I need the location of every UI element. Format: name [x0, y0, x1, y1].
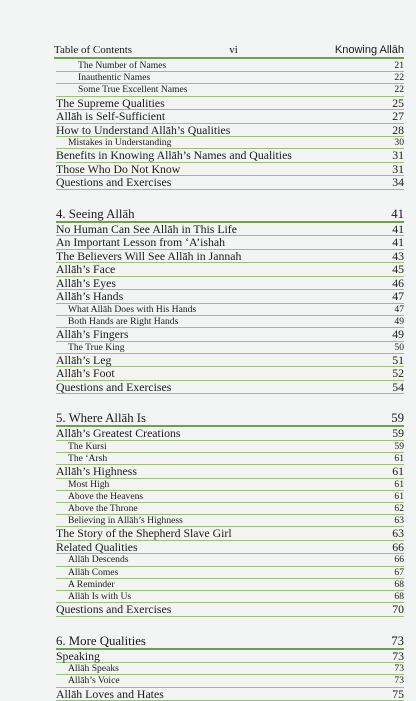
toc-entry: [56, 176, 404, 190]
toc-entry: [56, 277, 404, 291]
table-of-contents: [56, 60, 404, 701]
toc-entry-page: 61: [394, 490, 404, 502]
toc-entry-page: 34: [392, 175, 404, 190]
toc-entry: [56, 675, 404, 687]
toc-entry-title: 4. Seeing Allāh: [56, 206, 135, 221]
toc-entry-title: The ‘Arsh: [68, 453, 108, 464]
toc-entry-page: 50: [394, 341, 404, 353]
toc-entry-page: 66: [392, 539, 404, 554]
toc-entry: [56, 441, 404, 453]
toc-entry: [56, 541, 404, 555]
toc-entry-page: 49: [392, 327, 404, 342]
toc-entry-title: Believing in Allāh’s Highness: [68, 515, 183, 527]
toc-entry-page: 41: [392, 221, 404, 236]
toc-entry-title: Allāh’s Eyes: [56, 275, 116, 290]
toc-entry: [56, 223, 404, 237]
toc-entry-title: The Believers Will See Allāh in Jannah: [56, 248, 242, 263]
chapter-heading: [56, 411, 404, 427]
toc-entry-page: 41: [391, 206, 404, 221]
toc-entry-title: Allāh’s Highness: [56, 464, 137, 479]
toc-entry: [56, 465, 404, 479]
toc-entry: [56, 149, 404, 163]
toc-entry-title: Speaking: [56, 648, 100, 663]
toc-entry-title: Related Qualities: [56, 539, 138, 554]
toc-entry: [56, 342, 404, 354]
toc-entry: [56, 567, 404, 579]
toc-entry-title: Allāh’s Face: [56, 262, 116, 277]
toc-entry-page: 68: [394, 578, 404, 590]
toc-entry: [56, 650, 404, 664]
toc-entry-page: 25: [392, 95, 404, 110]
toc-entry: [56, 110, 404, 124]
toc-entry: [56, 688, 404, 701]
toc-entry-title: Allāh’s Fingers: [56, 327, 129, 342]
toc-entry-title: Above the Throne: [68, 503, 138, 515]
toc-entry-title: What Allāh Does with His Hands: [68, 303, 197, 315]
toc-entry-page: 68: [394, 591, 404, 602]
toc-entry: [56, 124, 404, 138]
toc-entry-title: No Human Can See Allāh in This Life: [56, 221, 237, 236]
toc-entry-title: Some True Excellent Names: [78, 84, 188, 96]
toc-entry-page: 28: [392, 122, 404, 137]
toc-entry: [56, 250, 404, 264]
toc-entry-page: 61: [394, 453, 404, 464]
toc-entry: [56, 163, 404, 177]
toc-entry-page: 63: [392, 526, 404, 541]
toc-entry-page: 49: [394, 315, 404, 327]
toc-entry-title: Allāh’s Foot: [56, 366, 115, 381]
toc-entry-page: 30: [394, 137, 404, 149]
toc-entry-title: 6. More Qualities: [56, 633, 146, 648]
section-gap: [56, 190, 404, 207]
toc-entry-title: Allāh Comes: [68, 566, 119, 578]
toc-entry-title: The True King: [68, 341, 125, 353]
toc-entry: [56, 328, 404, 342]
toc-entry: [56, 236, 404, 250]
toc-entry-page: 73: [392, 648, 404, 663]
toc-entry: [56, 97, 404, 111]
book-page: [54, 0, 404, 701]
toc-entry-page: 63: [394, 515, 404, 527]
toc-entry: [56, 263, 404, 277]
toc-entry-title: Allāh’s Leg: [56, 352, 112, 367]
chapter-heading: [56, 207, 404, 223]
toc-entry: [56, 290, 404, 304]
chapter-heading: [56, 634, 404, 650]
toc-entry-page: 45: [392, 262, 404, 277]
toc-entry-title: Those Who Do Not Know: [56, 161, 181, 176]
toc-entry-title: Questions and Exercises: [56, 175, 172, 190]
toc-entry-page: 47: [394, 303, 404, 315]
toc-entry-page: 52: [392, 366, 404, 381]
toc-entry: [56, 304, 404, 316]
toc-entry-page: 59: [392, 426, 404, 441]
toc-entry-page: 51: [392, 352, 404, 367]
toc-entry-page: 73: [394, 663, 404, 675]
header-section-title: Table of Contents: [54, 44, 133, 56]
toc-entry-title: Allāh Is with Us: [68, 591, 132, 602]
toc-entry: [56, 554, 404, 566]
toc-entry: [56, 491, 404, 503]
toc-entry: [56, 427, 404, 441]
toc-entry-page: 46: [392, 275, 404, 290]
toc-entry-title: Allāh Speaks: [68, 663, 119, 675]
toc-entry: [56, 663, 404, 675]
toc-entry-page: 27: [392, 109, 404, 124]
toc-entry-title: Most High: [68, 478, 110, 490]
section-gap: [56, 394, 404, 411]
toc-entry-title: An Important Lesson from ‘A’ishah: [56, 235, 226, 250]
page-header: [54, 40, 404, 56]
toc-entry-title: The Story of the Shepherd Slave Girl: [56, 526, 232, 541]
toc-entry: [56, 479, 404, 491]
section-gap: [56, 617, 404, 634]
toc-entry: [56, 579, 404, 591]
toc-entry-title: The Supreme Qualities: [56, 95, 165, 110]
toc-entry-page: 73: [394, 675, 404, 687]
toc-entry: [56, 84, 404, 96]
toc-entry-page: 54: [392, 379, 404, 394]
toc-entry-page: 66: [394, 554, 404, 566]
toc-entry-title: The Number of Names: [78, 60, 167, 71]
toc-entry-page: 67: [394, 566, 404, 578]
toc-entry-page: 41: [392, 235, 404, 250]
toc-entry: [56, 72, 404, 84]
toc-entry-title: Questions and Exercises: [56, 379, 172, 394]
toc-entry-page: 70: [392, 602, 404, 617]
toc-entry-page: 75: [392, 686, 404, 701]
toc-entry: [56, 60, 404, 72]
toc-entry-title: Allāh’s Voice: [68, 675, 120, 687]
toc-entry-title: Questions and Exercises: [56, 602, 172, 617]
toc-entry-title: Inauthentic Names: [78, 72, 151, 84]
toc-entry-title: How to Understand Allāh’s Qualities: [56, 122, 231, 137]
toc-entry-title: Both Hands are Right Hands: [68, 315, 179, 327]
toc-entry-page: 47: [392, 289, 404, 304]
toc-entry-title: A Reminder: [68, 578, 115, 590]
toc-entry-page: 22: [394, 84, 404, 96]
toc-entry-page: 31: [392, 161, 404, 176]
toc-entry: [56, 367, 404, 381]
toc-entry-title: Allāh Loves and Hates: [56, 686, 164, 701]
toc-entry-page: 22: [394, 72, 404, 84]
toc-entry-page: 59: [394, 440, 404, 452]
toc-entry-page: 21: [394, 60, 404, 71]
toc-entry-title: Mistakes in Understanding: [68, 137, 172, 149]
toc-entry-page: 59: [391, 411, 404, 426]
toc-entry-title: Allāh’s Greatest Creations: [56, 426, 181, 441]
toc-entry: [56, 527, 404, 541]
toc-entry: [56, 381, 404, 395]
toc-entry-page: 43: [392, 248, 404, 263]
header-rule: [54, 57, 404, 59]
toc-entry-title: The Kursi: [68, 440, 107, 452]
toc-entry-page: 61: [392, 464, 404, 479]
toc-entry: [56, 603, 404, 617]
toc-entry-title: Allāh is Self-Sufficient: [56, 109, 166, 124]
toc-entry-title: Above the Heavens: [68, 490, 144, 502]
toc-entry-title: Benefits in Knowing Allāh’s Names and Qualities: [56, 148, 292, 163]
toc-entry-page: 61: [394, 478, 404, 490]
toc-entry: [56, 503, 404, 515]
header-page-number: vi: [229, 44, 238, 56]
toc-entry: [56, 354, 404, 368]
toc-entry-title: 5. Where Allāh Is: [56, 411, 147, 426]
toc-entry-title: Allāh’s Hands: [56, 289, 124, 304]
toc-entry-title: Allāh Descends: [68, 554, 129, 566]
toc-entry-page: 73: [391, 633, 404, 648]
toc-entry-page: 62: [394, 503, 404, 515]
toc-entry-page: 31: [392, 148, 404, 163]
header-book-title: Knowing Allāh: [334, 44, 404, 56]
